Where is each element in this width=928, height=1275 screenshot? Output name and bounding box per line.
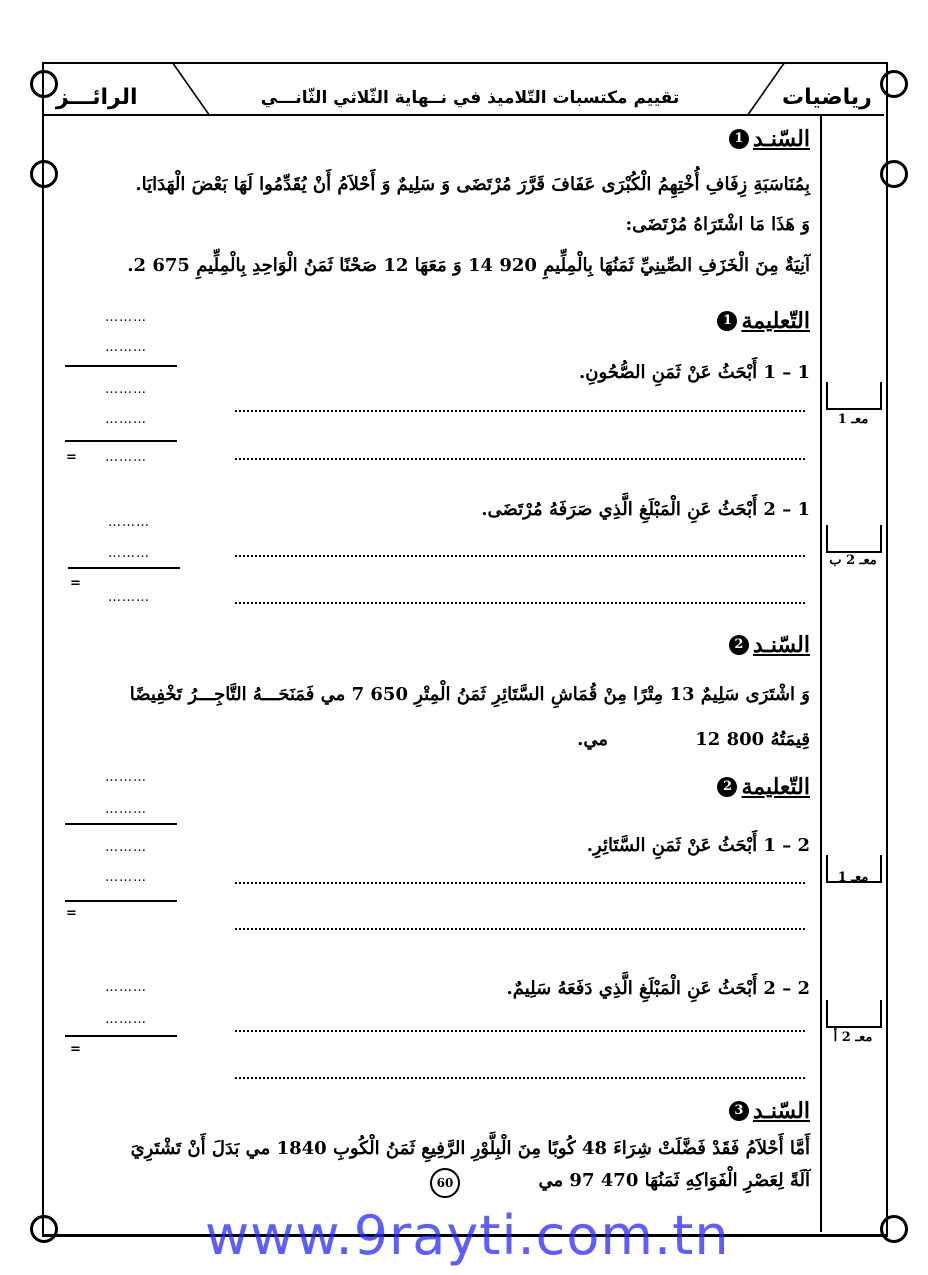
section-2-line: قِيمَتُهُ 800 12 [695,729,810,750]
calc-dots[interactable]: ……… [105,412,147,427]
number-badge: 2 [729,635,749,655]
page-number: 60 [430,1168,460,1198]
calc-rule [65,440,177,442]
score-label: معـ 2 أ [833,1030,873,1045]
question-1-1: 1 – 1 أَبْحَثُ عَنْ ثَمَنِ الصُّحُونِ. [578,362,810,383]
scroll-ornament-icon [30,70,58,98]
scroll-ornament-icon [880,1215,908,1243]
subject-label: رياضيات [782,85,872,110]
section-heading-3: السّنـد 3 [729,1096,810,1126]
section-3-line: آلَةً لِعَصْرِ الْفَوَاكِهِ ثَمَنُهَا 470 97 مي [538,1170,810,1191]
header-left-label: الرائـــز [56,85,138,110]
score-box[interactable] [826,1000,882,1028]
calc-dots[interactable]: ……… [105,980,147,995]
calc-dots[interactable]: ……… [108,590,150,605]
answer-line[interactable] [235,1030,805,1032]
answer-line[interactable] [235,555,805,557]
question-1-2: 1 – 2 أَبْحَثُ عَنِ الْمَبْلَغِ الَّذِي صَرَفَهُ مُرْتَضَى. [481,499,810,520]
calc-equals: = [70,1042,82,1057]
calc-rule [65,365,177,367]
calc-rule [65,823,177,825]
score-box[interactable] [826,382,882,410]
section-1-line: بِمُنَاسَبَةِ زِفَافِ أُخْتِهِمُ الْكُبْرَى عَفَافَ قَرَّرَ مُرْتَضَى وَ سَلِيمٌ وَ أَحْلاَمُ أَنْ يُقَدِّمُوا لَهَا بَعْضَ الْهَدَايَا. [135,174,810,195]
scroll-ornament-icon [30,160,58,188]
calc-rule [65,1035,177,1037]
section-1-line: وَ هَذَا مَا اشْتَرَاهُ مُرْتَضَى: [625,214,810,235]
calc-dots[interactable]: ……… [105,870,147,885]
calc-rule [65,900,177,902]
score-box[interactable] [826,525,882,553]
score-label: معـ 2 ب [829,553,877,568]
answer-line[interactable] [235,882,805,884]
scroll-ornament-icon [30,1215,58,1243]
calc-dots[interactable]: ……… [108,546,150,561]
calc-equals: = [66,450,78,465]
answer-line[interactable] [235,928,805,930]
section-heading-2: السّنـد 2 [729,630,810,660]
answer-line[interactable] [235,1077,805,1079]
calc-dots[interactable]: ……… [105,770,147,785]
question-2-2: 2 – 2 أَبْحَثُ عَنِ الْمَبْلَغِ الَّذِي دَفَعَهُ سَلِيمٌ. [506,978,810,999]
number-badge: 3 [729,1101,749,1121]
scroll-ornament-icon [880,70,908,98]
calc-dots[interactable]: ……… [105,802,147,817]
instruction-heading-2: التّعليمة 2 [717,772,810,802]
section-3-line: أَمَّا أَحْلاَمُ فَقَدْ فَضَّلَتْ شِرَاءَ 48 كُوبًا مِنَ الْبِلَّوْرِ الرَّفِيعِ ثَمَنُ الْكُوبِ 1840 مي بَدَلَ أَنْ تَشْتَرِيَ [130,1138,810,1159]
answer-line[interactable] [235,410,805,412]
calc-equals: = [66,906,78,921]
calc-rule [68,567,180,569]
calc-dots[interactable]: ……… [105,840,147,855]
instruction-heading-1: التّعليمة 1 [717,306,810,336]
calc-dots[interactable]: ……… [105,450,147,465]
watermark: www.9rayti.com.tn [205,1204,730,1267]
scroll-ornament-icon [880,160,908,188]
calc-equals: = [70,576,82,591]
calc-dots[interactable]: ……… [105,382,147,397]
number-badge: 1 [717,311,737,331]
page-title: تقييم مكتسبات التّلاميذ في نــهاية الثّلاثي الثّانـــي [260,88,680,108]
calc-dots[interactable]: ……… [105,1012,147,1027]
calc-dots[interactable]: ……… [105,340,147,355]
answer-line[interactable] [235,458,805,460]
score-label: معـ 1 [837,412,869,427]
section-2-line: مي. [577,729,608,750]
section-1-line: آنِيَةٌ مِنَ الْخَزَفِ الصِّينِيِّ ثَمَنُهَا بِالْمِلِّيمِ 920 14 وَ مَعَهَا 12 صَحْنًا ثَمَنُ الْوَاحِدِ بِالْمِلِّيمِ 675 2. [127,255,810,276]
question-2-1: 2 – 1 أَبْحَثُ عَنْ ثَمَنِ السَّتَائِرِ. [586,835,810,856]
calc-dots[interactable]: ……… [105,310,147,325]
answer-line[interactable] [235,602,805,604]
score-column-divider [820,114,822,1232]
section-heading-1: السّنـد 1 [729,124,810,154]
score-label: معـ 1 [837,870,869,885]
calc-dots[interactable]: ……… [108,515,150,530]
number-badge: 1 [729,129,749,149]
section-2-line: وَ اشْتَرَى سَلِيمٌ 13 مِتْرًا مِنْ قُمَاشِ السَّتَائِرِ ثَمَنُ الْمِتْرِ 650 7 مي فَمَنَحَـــهُ التَّاجِـــرُ تَخْفِيضًا [129,684,810,705]
number-badge: 2 [717,777,737,797]
